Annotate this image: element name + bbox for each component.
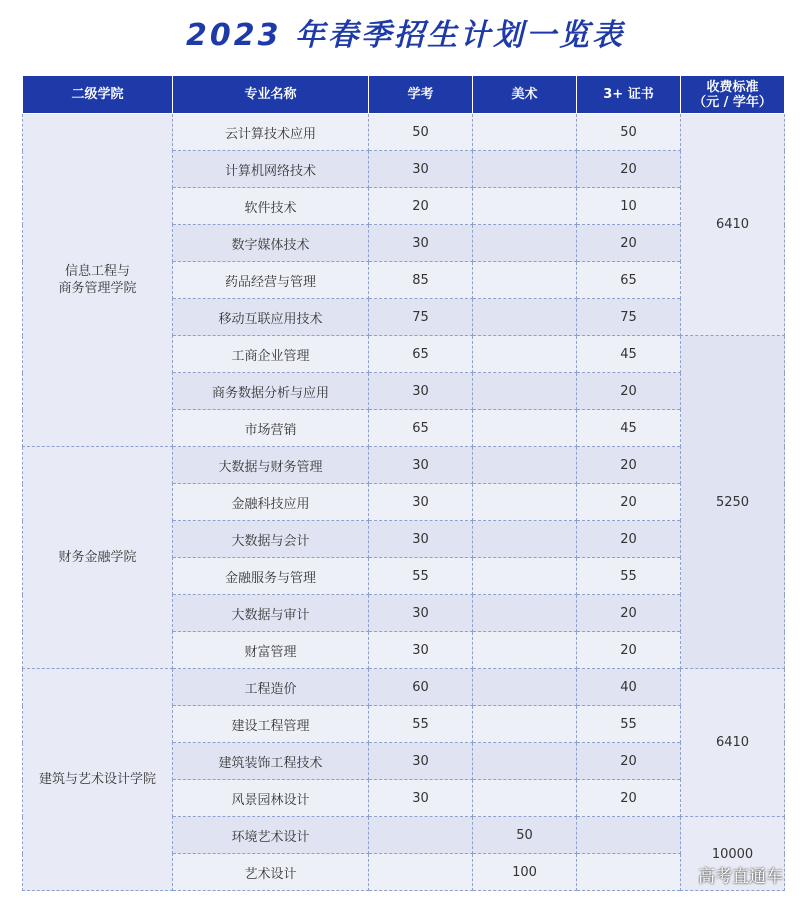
fee-cell: 6410 <box>681 114 785 336</box>
cert-cell: 20 <box>577 595 681 632</box>
major-cell: 大数据与会计 <box>173 521 369 558</box>
meishu-cell <box>473 706 577 743</box>
header-cert: 3+ 证书 <box>577 76 681 114</box>
meishu-cell <box>473 336 577 373</box>
table-row <box>23 114 785 151</box>
major-cell: 金融科技应用 <box>173 484 369 521</box>
fee-cell: 6410 <box>681 669 785 817</box>
xuekao-cell: 55 <box>369 706 473 743</box>
cert-cell: 20 <box>577 780 681 817</box>
header-xuekao: 学考 <box>369 76 473 114</box>
xuekao-cell: 30 <box>369 373 473 410</box>
xuekao-cell: 20 <box>369 188 473 225</box>
meishu-cell <box>473 521 577 558</box>
xuekao-cell: 65 <box>369 410 473 447</box>
meishu-cell <box>473 669 577 706</box>
fee-cell: 10000 <box>681 817 785 891</box>
meishu-cell <box>473 225 577 262</box>
cert-cell: 20 <box>577 632 681 669</box>
major-cell: 大数据与审计 <box>173 595 369 632</box>
major-cell: 工商企业管理 <box>173 336 369 373</box>
major-cell: 软件技术 <box>173 188 369 225</box>
table-row <box>23 447 785 484</box>
cert-cell: 55 <box>577 706 681 743</box>
meishu-cell <box>473 484 577 521</box>
xuekao-cell: 85 <box>369 262 473 299</box>
fee-cell: 5250 <box>681 336 785 669</box>
major-cell: 移动互联应用技术 <box>173 299 369 336</box>
cert-cell: 45 <box>577 336 681 373</box>
xuekao-cell: 30 <box>369 447 473 484</box>
cert-cell: 40 <box>577 669 681 706</box>
cert-cell: 20 <box>577 521 681 558</box>
major-cell: 建筑装饰工程技术 <box>173 743 369 780</box>
major-cell: 云计算技术应用 <box>173 114 369 151</box>
xuekao-cell <box>369 817 473 854</box>
meishu-cell <box>473 558 577 595</box>
xuekao-cell: 30 <box>369 484 473 521</box>
major-cell: 工程造价 <box>173 669 369 706</box>
major-cell: 市场营销 <box>173 410 369 447</box>
college-cell: 建筑与艺术设计学院 <box>23 669 173 891</box>
cert-cell: 20 <box>577 484 681 521</box>
xuekao-cell: 30 <box>369 632 473 669</box>
watermark: 高考直通车 <box>698 867 783 887</box>
xuekao-cell: 50 <box>369 114 473 151</box>
major-cell: 环境艺术设计 <box>173 817 369 854</box>
meishu-cell <box>473 780 577 817</box>
major-cell: 金融服务与管理 <box>173 558 369 595</box>
header-college: 二级学院 <box>23 76 173 114</box>
cert-cell: 20 <box>577 743 681 780</box>
cert-cell: 50 <box>577 114 681 151</box>
major-cell: 计算机网络技术 <box>173 151 369 188</box>
major-cell: 风景园林设计 <box>173 780 369 817</box>
meishu-cell <box>473 373 577 410</box>
table-row <box>23 669 785 706</box>
xuekao-cell: 55 <box>369 558 473 595</box>
header-row <box>23 76 785 114</box>
header-fee: 收费标准 （元 / 学年） <box>681 76 785 114</box>
xuekao-cell: 60 <box>369 669 473 706</box>
xuekao-cell: 65 <box>369 336 473 373</box>
cert-cell: 75 <box>577 299 681 336</box>
cert-cell: 20 <box>577 373 681 410</box>
meishu-cell <box>473 595 577 632</box>
xuekao-cell: 30 <box>369 780 473 817</box>
meishu-cell <box>473 151 577 188</box>
major-cell: 药品经营与管理 <box>173 262 369 299</box>
xuekao-cell <box>369 854 473 891</box>
meishu-cell: 100 <box>473 854 577 891</box>
cert-cell: 20 <box>577 447 681 484</box>
college-cell: 信息工程与 商务管理学院 <box>23 114 173 447</box>
cert-cell: 45 <box>577 410 681 447</box>
meishu-cell: 50 <box>473 817 577 854</box>
cert-cell: 65 <box>577 262 681 299</box>
college-cell: 财务金融学院 <box>23 447 173 669</box>
meishu-cell <box>473 114 577 151</box>
meishu-cell <box>473 299 577 336</box>
xuekao-cell: 75 <box>369 299 473 336</box>
xuekao-cell: 30 <box>369 151 473 188</box>
xuekao-cell: 30 <box>369 521 473 558</box>
meishu-cell <box>473 447 577 484</box>
cert-cell <box>577 854 681 891</box>
meishu-cell <box>473 743 577 780</box>
header-major: 专业名称 <box>173 76 369 114</box>
meishu-cell <box>473 410 577 447</box>
meishu-cell <box>473 188 577 225</box>
major-cell: 财富管理 <box>173 632 369 669</box>
enrollment-plan-table <box>22 75 785 891</box>
xuekao-cell: 30 <box>369 595 473 632</box>
major-cell: 建设工程管理 <box>173 706 369 743</box>
page-title: 2023 年春季招生计划一览表 <box>186 18 625 53</box>
major-cell: 艺术设计 <box>173 854 369 891</box>
xuekao-cell: 30 <box>369 225 473 262</box>
xuekao-cell: 30 <box>369 743 473 780</box>
cert-cell: 55 <box>577 558 681 595</box>
major-cell: 大数据与财务管理 <box>173 447 369 484</box>
major-cell: 商务数据分析与应用 <box>173 373 369 410</box>
header-meishu: 美术 <box>473 76 577 114</box>
cert-cell <box>577 817 681 854</box>
cert-cell: 20 <box>577 225 681 262</box>
cert-cell: 10 <box>577 188 681 225</box>
meishu-cell <box>473 262 577 299</box>
major-cell: 数字媒体技术 <box>173 225 369 262</box>
meishu-cell <box>473 632 577 669</box>
cert-cell: 20 <box>577 151 681 188</box>
